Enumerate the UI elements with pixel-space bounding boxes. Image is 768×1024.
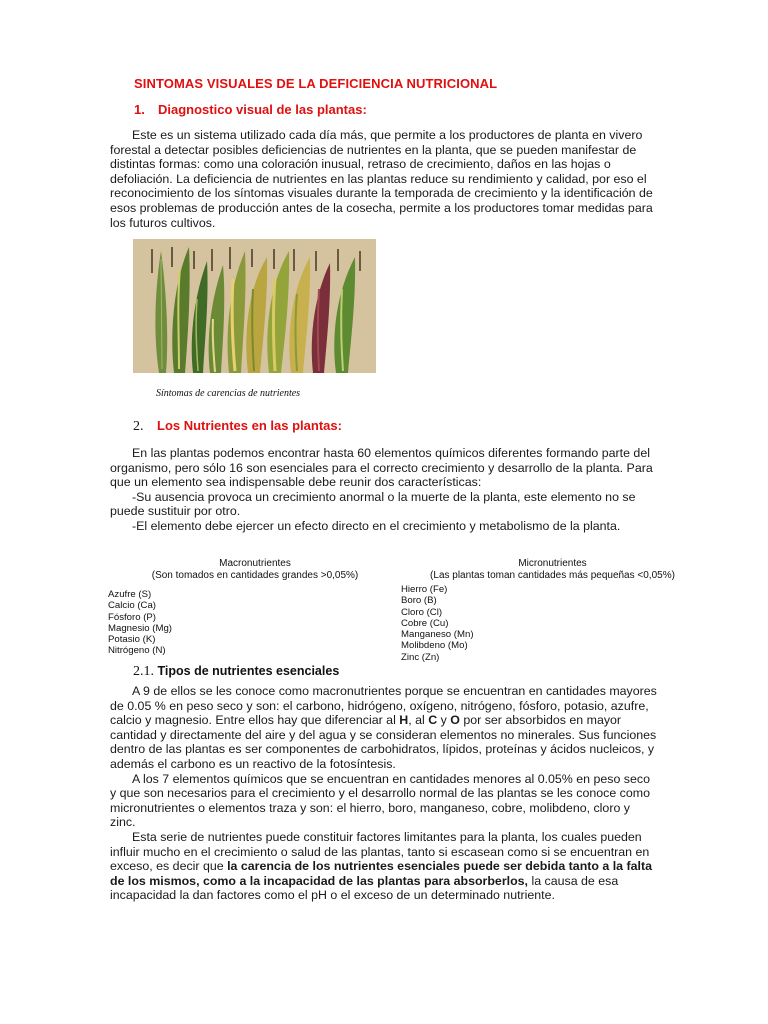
section-2-heading: [133, 418, 342, 435]
section-2-paragraph-2: -Su ausencia provoca un crecimiento anormal o la muerte de la planta, este elemento no se puede sustituir por otro.: [110, 489, 636, 519]
section-2-body: [110, 446, 658, 534]
list-item: Azufre (S): [108, 589, 152, 600]
list-item: Molibdeno (Mo): [401, 640, 468, 652]
text-run: y: [437, 713, 451, 728]
micronutrients-header: [410, 558, 695, 582]
list-item: Magnesio (Mg): [108, 622, 172, 634]
section-1-number: 1.: [134, 102, 145, 117]
section-2-1-number: 2.1.: [133, 664, 154, 679]
macronutrients-subheading: (Son tomados en cantidades grandes >0,05%): [151, 570, 359, 581]
bold-text: H: [399, 713, 409, 728]
list-item: Zinc (Zn): [401, 651, 440, 663]
text-run: por ser absorbidos en mayor cantidad y directamente del aire y del agua y se consideran elementos no minerales. Sus funciones dentro de las plantas es ser componentes de carbohidratos, lípidos, proteínas y ácidos nucleicos, y además el carbono es un reactivo de la fotosíntesis.: [110, 713, 657, 771]
section-2-paragraph-3: -El elemento debe ejercer un efecto directo en el crecimiento y metabolismo de la planta.: [132, 518, 621, 533]
list-item: Fósforo (P): [108, 611, 156, 623]
section-2-title: Los Nutrientes en las plantas:: [157, 418, 342, 433]
list-item: Potasio (K): [108, 634, 156, 646]
micronutrients-subheading: (Las plantas toman cantidades más pequeñas <0,05%): [430, 570, 675, 581]
text-run: Esta serie de nutrientes puede constituir factores limitantes para la planta, los cuales pueden influir mucho en el crecimiento o salud de las plantas, tanto si escasean como si se encuentran en exceso, es decir que: [110, 830, 650, 874]
macronutrients-list: [108, 589, 172, 657]
document-title: SINTOMAS VISUALES DE LA DEFICIENCIA NUTRICIONAL: [134, 76, 498, 91]
section-2-1-paragraph-3: [110, 830, 658, 903]
list-item: Hierro (Fe): [401, 584, 448, 595]
macronutrients-heading: Macronutrientes: [219, 558, 291, 569]
section-2-1-paragraph-2: A los 7 elementos químicos que se encuentran en cantidades menores al 0.05% en peso seco y que son necesarios para el crecimiento y el desarrollo normal de las plantas se les conoce como micronutrientes o elementos traza y son: el hierro, boro, manganeso, cobre, molibdeno, cloro y zinc.: [110, 771, 650, 830]
bold-text: O: [450, 713, 460, 728]
bold-text: la carencia de los nutrientes esenciales puede ser debida tanto a la falta de los mismos, como a la incapacidad de las plantas para absorberlos,: [110, 859, 652, 888]
bold-text: C: [428, 713, 438, 728]
list-item: Cloro (Cl): [401, 606, 443, 618]
leaf-deficiency-figure: [133, 239, 376, 373]
micronutrients-heading: Micronutrientes: [518, 558, 587, 569]
list-item: Cobre (Cu): [401, 617, 449, 629]
figure-caption: Síntomas de carencias de nutrientes: [156, 388, 301, 399]
section-2-1-title: Tipos de nutrientes esenciales: [157, 664, 340, 678]
list-item: Nitrógeno (N): [108, 645, 166, 657]
macronutrients-header: [130, 558, 380, 582]
section-1-paragraph: Este es un sistema utilizado cada día más, que permite a los productores de planta en vivero forestal a detectar posibles deficiencias de nutrientes en la planta, que se pueden manifestar de distintas formas: como una coloración inusual, retraso de crecimiento, daños en las hojas o defoliación. La deficiencia de nutrientes en las plantas reduce su rendimiento y calidad, por eso el reconocimiento de los síntomas visuales durante la temporada de crecimiento y la identificación de esos problemas de producción antes de la cosecha, permite a los productores tomar medidas para los futuros cultivos.: [110, 128, 653, 230]
text-run: , al: [408, 713, 429, 728]
section-2-1-body: [110, 684, 658, 830]
text-run: A 9 de ellos se les conoce como macronutrientes porque se encuentran en cantidades mayores de 0.05 % en peso seco y son: el carbono, hidrógeno, oxígeno, nitrógeno, fósforo, potasio, azufre, calcio y magnesio. Entre ellos hay que diferenciar al: [110, 684, 657, 728]
list-item: Calcio (Ca): [108, 600, 156, 612]
section-1-heading: [134, 102, 367, 117]
section-2-1-heading: [133, 664, 339, 680]
section-1-title: Diagnostico visual de las plantas:: [158, 102, 367, 117]
text-run: la causa de esa incapacidad la dan factores como el pH o el exceso de un determinado nutriente.: [110, 873, 619, 903]
list-item: Boro (B): [401, 595, 437, 607]
section-2-1-paragraph-1: [110, 684, 658, 772]
section-2-number: 2.: [133, 419, 144, 434]
section-1-body: [110, 128, 658, 230]
micronutrients-list: [401, 584, 474, 663]
list-item: Manganeso (Mn): [401, 629, 474, 641]
section-2-paragraph-1: En las plantas podemos encontrar hasta 60 elementos químicos diferentes formando parte del organismo, pero sólo 16 son esenciales para el correcto crecimiento y desarrollo de la planta. Para que un elemento sea indispensable debe reunir dos características:: [110, 446, 653, 490]
section-2-1-body-continued: [110, 830, 658, 903]
